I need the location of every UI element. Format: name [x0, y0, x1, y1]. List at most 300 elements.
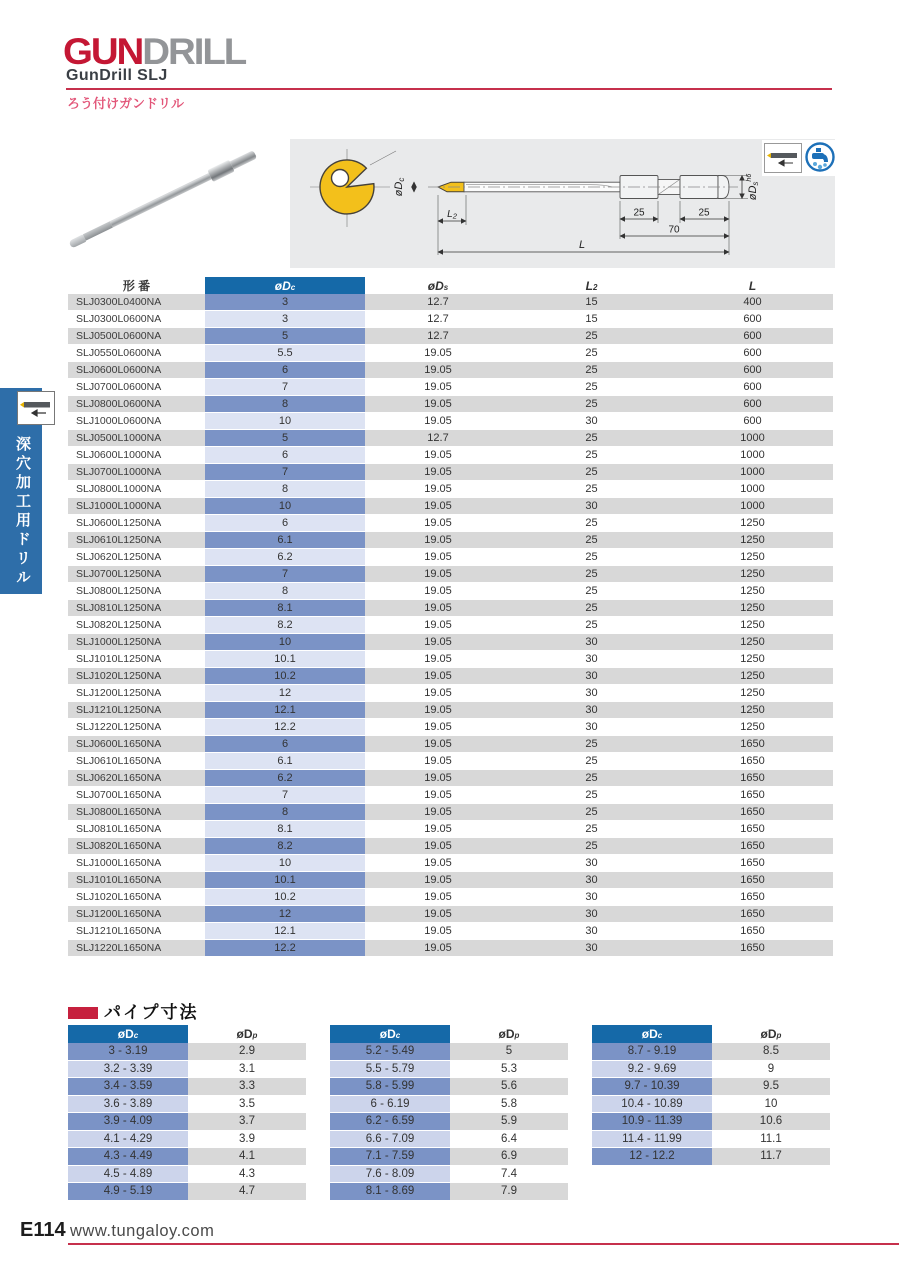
table-cell: 3.1 — [188, 1060, 306, 1078]
table-cell: 1250 — [672, 719, 833, 736]
table-cell: 19.05 — [365, 413, 511, 430]
table-cell: 11.7 — [712, 1148, 830, 1166]
table-cell: 19.05 — [365, 753, 511, 770]
table-cell: 1650 — [672, 872, 833, 889]
gundrill-icon — [18, 392, 54, 424]
table-cell: 5.2 - 5.49 — [330, 1043, 450, 1060]
table-cell: 12.7 — [365, 430, 511, 447]
svg-text:L2: L2 — [447, 209, 457, 221]
table-cell: SLJ0500L0600NA — [68, 328, 205, 345]
table-cell: SLJ0700L1250NA — [68, 566, 205, 583]
table-cell: 19.05 — [365, 855, 511, 872]
table-cell: 25 — [511, 328, 672, 345]
svg-text:øDsh6: øDs$^{h6}$ — [746, 173, 760, 201]
table-cell: 19.05 — [365, 651, 511, 668]
table-cell: SLJ0500L1000NA — [68, 430, 205, 447]
pipe-section-title: パイプ寸法 — [104, 1003, 199, 1022]
table-cell: 5.5 - 5.79 — [330, 1060, 450, 1078]
table-row — [592, 1148, 830, 1166]
table-cell: 30 — [511, 719, 672, 736]
table-cell: 1650 — [672, 787, 833, 804]
table-cell: 30 — [511, 855, 672, 872]
table-cell: SLJ0600L1000NA — [68, 447, 205, 464]
table-cell: 25 — [511, 804, 672, 821]
title-rule — [66, 88, 832, 90]
table-cell: 25 — [511, 532, 672, 549]
dim-shank — [620, 201, 729, 255]
table-cell: 5.8 - 5.99 — [330, 1078, 450, 1096]
table-row — [68, 668, 833, 685]
table-row — [68, 770, 833, 787]
table-cell: 600 — [672, 311, 833, 328]
table-row — [68, 889, 833, 906]
table-cell: 25 — [511, 583, 672, 600]
table-cell: SLJ0810L1650NA — [68, 821, 205, 838]
table-cell: 1250 — [672, 532, 833, 549]
table-cell: 8 — [205, 804, 365, 821]
table-cell: 2.9 — [188, 1043, 306, 1060]
table-cell: 25 — [511, 515, 672, 532]
table-cell: 25 — [511, 447, 672, 464]
table-cell: SLJ0800L0600NA — [68, 396, 205, 413]
dim-l — [438, 239, 729, 252]
col-header-l2: L2 — [585, 278, 598, 293]
sidebar-category-label: 深穴加工用ドリル — [14, 436, 31, 588]
table-row — [330, 1078, 568, 1096]
drill-profile — [428, 176, 738, 199]
table-row — [68, 1095, 306, 1113]
table-cell: 19.05 — [365, 872, 511, 889]
table-row — [68, 1183, 306, 1201]
table-cell: 25 — [511, 566, 672, 583]
table-row — [68, 447, 833, 464]
table-row — [592, 1113, 830, 1131]
table-cell: 25 — [511, 464, 672, 481]
table-row — [68, 566, 833, 583]
table-cell: 25 — [511, 430, 672, 447]
table-cell: 12.7 — [365, 311, 511, 328]
footer-url: www.tungaloy.com — [70, 1222, 215, 1240]
table-cell: 19.05 — [365, 719, 511, 736]
table-row — [68, 787, 833, 804]
table-cell: 25 — [511, 770, 672, 787]
table-cell: 10 — [205, 634, 365, 651]
dim-dc — [393, 178, 414, 197]
table-cell: 10 — [205, 855, 365, 872]
table-cell: SLJ1000L1650NA — [68, 855, 205, 872]
table-cell: 12 — [205, 906, 365, 923]
table-row — [68, 617, 833, 634]
table-row — [68, 940, 833, 957]
table-cell: 30 — [511, 940, 672, 957]
table-cell: 19.05 — [365, 498, 511, 515]
table-cell: SLJ1020L1250NA — [68, 668, 205, 685]
brand-logo-drill: DRILL — [142, 31, 246, 72]
table-cell: 600 — [672, 379, 833, 396]
table-cell: 19.05 — [365, 447, 511, 464]
table-cell: 25 — [511, 345, 672, 362]
table-cell: 7.6 - 8.09 — [330, 1165, 450, 1183]
table-row — [68, 634, 833, 651]
table-cell: SLJ0610L1250NA — [68, 532, 205, 549]
table-row — [330, 1095, 568, 1113]
table-cell: 1650 — [672, 906, 833, 923]
table-cell: 19.05 — [365, 940, 511, 957]
table-cell: 1650 — [672, 838, 833, 855]
table-cell: 600 — [672, 328, 833, 345]
table-cell: 1250 — [672, 600, 833, 617]
table-cell: 5 — [205, 328, 365, 345]
pipe-table-header-row — [68, 1025, 306, 1043]
table-cell: SLJ1000L1000NA — [68, 498, 205, 515]
table-cell: SLJ0820L1250NA — [68, 617, 205, 634]
table-cell: 6 — [205, 515, 365, 532]
table-cell: 25 — [511, 787, 672, 804]
table-row — [68, 498, 833, 515]
table-row — [68, 906, 833, 923]
svg-text:25: 25 — [698, 207, 710, 219]
table-cell: 8 — [205, 583, 365, 600]
table-cell: 8.1 — [205, 821, 365, 838]
table-row — [68, 1043, 306, 1060]
table-cell: SLJ0550L0600NA — [68, 345, 205, 362]
table-cell: 19.05 — [365, 736, 511, 753]
table-row — [68, 294, 833, 311]
table-cell: SLJ1010L1650NA — [68, 872, 205, 889]
table-cell: 30 — [511, 668, 672, 685]
table-cell: 600 — [672, 345, 833, 362]
svg-text:25: 25 — [633, 207, 645, 219]
table-row — [68, 328, 833, 345]
table-cell: 3.7 — [188, 1113, 306, 1131]
table-cell: 8.1 - 8.69 — [330, 1183, 450, 1201]
table-row — [68, 396, 833, 413]
table-cell: 11.4 - 11.99 — [592, 1130, 712, 1148]
table-cell: 1250 — [672, 685, 833, 702]
table-row — [330, 1043, 568, 1060]
table-row — [68, 413, 833, 430]
table-row — [68, 430, 833, 447]
table-cell: 19.05 — [365, 668, 511, 685]
table-cell: 10.6 — [712, 1113, 830, 1131]
table-row — [68, 481, 833, 498]
table-cell: 10.4 - 10.89 — [592, 1095, 712, 1113]
table-cell: 8 — [205, 396, 365, 413]
table-cell: 1250 — [672, 651, 833, 668]
feature-icons — [762, 140, 836, 176]
table-cell: 1650 — [672, 855, 833, 872]
table-cell: SLJ1000L0600NA — [68, 413, 205, 430]
table-cell: 1000 — [672, 481, 833, 498]
table-row — [68, 923, 833, 940]
table-cell: 3.6 - 3.89 — [68, 1095, 188, 1113]
table-row — [68, 651, 833, 668]
pipe-col-dp: øDp — [236, 1027, 258, 1041]
table-cell: 1650 — [672, 804, 833, 821]
svg-text:70: 70 — [668, 224, 680, 236]
svg-text:øDc: øDc — [393, 177, 406, 197]
pipe-col-dc: øDc — [330, 1025, 450, 1043]
table-cell: 19.05 — [365, 770, 511, 787]
gundrill-photo-body — [67, 148, 258, 250]
pipe-table-header-row — [330, 1025, 568, 1043]
table-cell: 30 — [511, 702, 672, 719]
table-cell: SLJ0700L0600NA — [68, 379, 205, 396]
table-cell: 30 — [511, 906, 672, 923]
table-row — [592, 1060, 830, 1078]
table-row — [68, 821, 833, 838]
table-cell: 30 — [511, 923, 672, 940]
table-cell: SLJ0800L1250NA — [68, 583, 205, 600]
table-cell: 12.2 — [205, 940, 365, 957]
table-cell: 1250 — [672, 668, 833, 685]
table-cell: 19.05 — [365, 923, 511, 940]
table-cell: 19.05 — [365, 906, 511, 923]
table-row — [68, 1165, 306, 1183]
table-cell: 19.05 — [365, 838, 511, 855]
table-cell: 1250 — [672, 702, 833, 719]
table-row — [68, 872, 833, 889]
table-cell: 30 — [511, 889, 672, 906]
table-row — [68, 804, 833, 821]
spec-table-header-row — [68, 277, 833, 294]
table-cell: 19.05 — [365, 362, 511, 379]
table-row — [68, 719, 833, 736]
pipe-col-dp: øDp — [760, 1027, 782, 1041]
section-marker — [68, 1007, 98, 1019]
table-cell: 12.1 — [205, 702, 365, 719]
table-cell: SLJ1200L1250NA — [68, 685, 205, 702]
table-cell: 19.05 — [365, 804, 511, 821]
table-cell: 11.1 — [712, 1130, 830, 1148]
table-cell: 19.05 — [365, 702, 511, 719]
table-cell: 8.1 — [205, 600, 365, 617]
table-cell: 19.05 — [365, 566, 511, 583]
table-cell: 6.6 - 7.09 — [330, 1130, 450, 1148]
table-cell: 9 — [712, 1060, 830, 1078]
table-cell: 6 - 6.19 — [330, 1095, 450, 1113]
table-cell: SLJ0800L1650NA — [68, 804, 205, 821]
pipe-col-dp: øDp — [498, 1027, 520, 1041]
photo-drill-shank — [230, 150, 257, 169]
table-row — [592, 1043, 830, 1060]
table-cell: 30 — [511, 651, 672, 668]
dim-l2 — [438, 195, 466, 255]
table-cell: 1250 — [672, 515, 833, 532]
table-row — [330, 1130, 568, 1148]
table-cell: 12.1 — [205, 923, 365, 940]
table-row — [68, 464, 833, 481]
pipe-table-2 — [330, 1025, 568, 1201]
table-cell: 6 — [205, 447, 365, 464]
table-cell: 3.5 — [188, 1095, 306, 1113]
table-cell: 30 — [511, 685, 672, 702]
table-cell: 25 — [511, 481, 672, 498]
product-photo — [70, 148, 290, 253]
table-cell: 5.6 — [450, 1078, 568, 1096]
page-number: E114 — [20, 1219, 66, 1241]
table-cell: 1000 — [672, 498, 833, 515]
table-cell: 4.3 - 4.49 — [68, 1148, 188, 1166]
table-row — [330, 1148, 568, 1166]
table-row — [68, 838, 833, 855]
pipe-col-dc: øDc — [68, 1025, 188, 1043]
table-cell: 5.3 — [450, 1060, 568, 1078]
table-cell: 19.05 — [365, 889, 511, 906]
gundrill-type-icon — [764, 143, 802, 173]
table-cell: 1000 — [672, 464, 833, 481]
table-cell: SLJ0600L0600NA — [68, 362, 205, 379]
table-cell: 8 — [205, 481, 365, 498]
table-row — [68, 1113, 306, 1131]
table-cell: 4.7 — [188, 1183, 306, 1201]
table-cell: 19.05 — [365, 583, 511, 600]
table-cell: 19.05 — [365, 600, 511, 617]
table-cell: 25 — [511, 838, 672, 855]
table-cell: 6.2 — [205, 770, 365, 787]
table-cell: 25 — [511, 736, 672, 753]
sidebar-gundrill-icon — [17, 391, 55, 425]
table-row — [68, 583, 833, 600]
table-cell: 3 — [205, 311, 365, 328]
table-cell: 7 — [205, 787, 365, 804]
table-cell: SLJ1210L1650NA — [68, 923, 205, 940]
table-cell: 25 — [511, 600, 672, 617]
table-row — [68, 362, 833, 379]
table-cell: 6.2 - 6.59 — [330, 1113, 450, 1131]
table-cell: SLJ0610L1650NA — [68, 753, 205, 770]
table-cell: 25 — [511, 821, 672, 838]
table-row — [68, 702, 833, 719]
table-cell: 8.2 — [205, 838, 365, 855]
table-cell: SLJ1020L1650NA — [68, 889, 205, 906]
table-cell: 19.05 — [365, 345, 511, 362]
table-cell: SLJ0800L1000NA — [68, 481, 205, 498]
table-cell: SLJ1000L1250NA — [68, 634, 205, 651]
table-cell: 7 — [205, 566, 365, 583]
table-cell: 5 — [205, 430, 365, 447]
table-row — [68, 1148, 306, 1166]
table-cell: 12 — [205, 685, 365, 702]
table-cell: 1650 — [672, 770, 833, 787]
table-cell: 4.3 — [188, 1165, 306, 1183]
table-cell: 4.1 — [188, 1148, 306, 1166]
table-row — [592, 1095, 830, 1113]
table-cell: 8.5 — [712, 1043, 830, 1060]
table-cell: 10 — [205, 413, 365, 430]
table-cell: 4.5 - 4.89 — [68, 1165, 188, 1183]
table-cell: 19.05 — [365, 464, 511, 481]
brand-logo-gun: GUN — [63, 31, 143, 72]
table-cell: 25 — [511, 753, 672, 770]
table-cell: 8.2 — [205, 617, 365, 634]
table-cell: 19.05 — [365, 821, 511, 838]
spec-table — [68, 277, 833, 957]
table-cell: 9.5 — [712, 1078, 830, 1096]
table-cell: 10.2 — [205, 889, 365, 906]
table-row — [592, 1078, 830, 1096]
table-cell: 1250 — [672, 549, 833, 566]
table-cell: 1650 — [672, 821, 833, 838]
table-cell: 19.05 — [365, 549, 511, 566]
table-cell: 25 — [511, 549, 672, 566]
table-cell: 1250 — [672, 583, 833, 600]
table-row — [68, 549, 833, 566]
table-cell: 12 - 12.2 — [592, 1148, 712, 1166]
table-cell: 1650 — [672, 923, 833, 940]
pipe-table-3 — [592, 1025, 830, 1166]
table-cell: 6.4 — [450, 1130, 568, 1148]
table-cell: SLJ0620L1650NA — [68, 770, 205, 787]
table-cell: SLJ0700L1650NA — [68, 787, 205, 804]
table-cell: 6.1 — [205, 753, 365, 770]
table-cell: SLJ1010L1250NA — [68, 651, 205, 668]
table-cell: 8.7 - 9.19 — [592, 1043, 712, 1060]
table-row — [68, 311, 833, 328]
table-cell: SLJ1220L1250NA — [68, 719, 205, 736]
photo-drill-rod — [110, 173, 212, 228]
table-cell: SLJ1200L1650NA — [68, 906, 205, 923]
table-row — [68, 532, 833, 549]
table-cell: 7 — [205, 379, 365, 396]
table-row — [68, 685, 833, 702]
table-cell: 1650 — [672, 736, 833, 753]
dimension-drawing — [290, 139, 835, 268]
table-cell: 19.05 — [365, 396, 511, 413]
col-header-l: L — [748, 278, 757, 293]
table-cell: 19.05 — [365, 634, 511, 651]
table-row — [68, 1130, 306, 1148]
table-cell: 600 — [672, 413, 833, 430]
table-cell: 3.4 - 3.59 — [68, 1078, 188, 1096]
table-cell: 19.05 — [365, 685, 511, 702]
coolant-icon — [804, 142, 836, 174]
table-cell: 12.7 — [365, 328, 511, 345]
table-cell: 4.1 - 4.29 — [68, 1130, 188, 1148]
table-row — [68, 736, 833, 753]
table-cell: 12.7 — [365, 294, 511, 311]
table-cell: SLJ0600L1650NA — [68, 736, 205, 753]
table-cell: 600 — [672, 396, 833, 413]
table-row — [68, 379, 833, 396]
table-cell: 10 — [712, 1095, 830, 1113]
table-cell: SLJ0810L1250NA — [68, 600, 205, 617]
table-cell: 7.1 - 7.59 — [330, 1148, 450, 1166]
table-row — [330, 1183, 568, 1201]
table-cell: 3 — [205, 294, 365, 311]
table-row — [68, 600, 833, 617]
table-row — [68, 1078, 306, 1096]
table-cell: 4.9 - 5.19 — [68, 1183, 188, 1201]
table-cell: 7 — [205, 464, 365, 481]
table-cell: 5.9 — [450, 1113, 568, 1131]
table-row — [68, 855, 833, 872]
table-cell: 10.9 - 11.39 — [592, 1113, 712, 1131]
table-cell: 19.05 — [365, 532, 511, 549]
table-row — [68, 345, 833, 362]
table-cell: 19.05 — [365, 515, 511, 532]
table-cell: 15 — [511, 294, 672, 311]
svg-text:L: L — [578, 239, 586, 251]
table-cell: SLJ0300L0400NA — [68, 294, 205, 311]
table-cell: 9.7 - 10.39 — [592, 1078, 712, 1096]
table-row — [68, 515, 833, 532]
table-cell: 1650 — [672, 889, 833, 906]
table-cell: SLJ0700L1000NA — [68, 464, 205, 481]
table-cell: 25 — [511, 362, 672, 379]
table-row — [68, 753, 833, 770]
table-cell: 3.2 - 3.39 — [68, 1060, 188, 1078]
